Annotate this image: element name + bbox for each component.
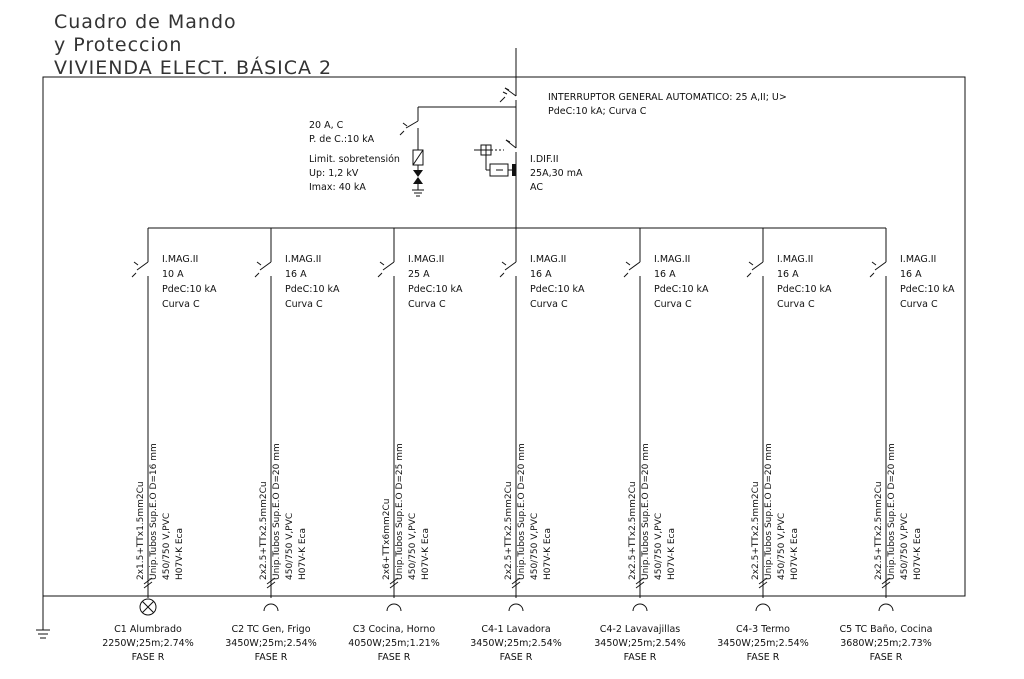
- cable-spec-line: 2x6+TTx6mm2Cu: [382, 498, 392, 580]
- breaker-label: I.MAG.II: [408, 254, 445, 265]
- breaker-label: Curva C: [530, 299, 568, 310]
- cable-spec-line: H07V-K Eca: [421, 527, 431, 580]
- breaker-label: Curva C: [654, 299, 692, 310]
- breaker-symbol: [378, 262, 394, 277]
- breaker-label: Curva C: [285, 299, 323, 310]
- cable-spec: [628, 443, 677, 580]
- socket-icon: [633, 604, 647, 611]
- breaker-symbol: [255, 262, 271, 277]
- breaker-symbol: [500, 262, 516, 277]
- breaker-label: I.MAG.II: [900, 254, 937, 265]
- surge-label-2: Up: 1,2 kV: [309, 168, 359, 179]
- breaker-label: Curva C: [408, 299, 446, 310]
- breaker-label: 16 A: [530, 269, 552, 280]
- breaker-label: 25 A: [408, 269, 430, 280]
- cable-spec-line: 2x1.5+TTx1.5mm2Cu: [136, 481, 146, 580]
- circuit-c3: [348, 228, 463, 663]
- cable-spec-line: Unip.Tubos Sup.E.O D=16 mm: [149, 443, 159, 580]
- circuit-phase: FASE R: [869, 652, 903, 663]
- cable-spec-line: H07V-K Eca: [298, 527, 308, 580]
- breaker-symbol: [624, 262, 640, 277]
- circuit-phase: FASE R: [746, 652, 780, 663]
- cable-spec: [751, 443, 800, 580]
- socket-icon: [387, 604, 401, 611]
- surge-protector-branch: [400, 107, 516, 196]
- circuit-phase: FASE R: [623, 652, 657, 663]
- breaker-symbol: [132, 262, 148, 277]
- breaker-label: 16 A: [900, 269, 922, 280]
- title-line-2: y Proteccion: [54, 34, 183, 56]
- circuit-c4-1: [470, 228, 585, 663]
- differential-label-3: AC: [530, 182, 543, 193]
- circuit-name: C3 Cocina, Horno: [352, 624, 436, 635]
- circuit-name: C2 TC Gen, Frigo: [231, 624, 311, 635]
- diagram-title: [54, 11, 332, 79]
- spark-gap-icon: [413, 170, 423, 177]
- title-line-1: Cuadro de Mando: [54, 11, 237, 33]
- surge-label-1: Limit. sobretensión: [309, 154, 400, 165]
- cable-spec-line: Unip.Tubos Sup.E.O D=20 mm: [272, 443, 282, 580]
- main-breaker-label-2: PdeC:10 kA; Curva C: [548, 106, 647, 117]
- circuit-c2: [225, 228, 340, 663]
- circuit-phase: FASE R: [499, 652, 533, 663]
- breaker-label: PdeC:10 kA: [777, 284, 832, 295]
- breaker-label: I.MAG.II: [162, 254, 199, 265]
- circuit-phase: FASE R: [254, 652, 288, 663]
- socket-icon: [264, 604, 278, 611]
- circuit-data: 3450W;25m;2.54%: [717, 638, 809, 649]
- surge-label-3: Imax: 40 kA: [309, 182, 366, 193]
- circuit-data: 3450W;25m;2.54%: [225, 638, 317, 649]
- differential-switch-symbol: [474, 140, 516, 228]
- cable-spec: [382, 443, 431, 580]
- cable-spec-line: 2x2.5+TTx2.5mm2Cu: [504, 481, 514, 580]
- cable-spec-line: Unip.Tubos Sup.E.O D=20 mm: [517, 443, 527, 580]
- main-breaker-label-1: INTERRUPTOR GENERAL AUTOMATICO: 25 A,II; U>: [548, 92, 787, 103]
- circuit-name: C4-1 Lavadora: [481, 624, 551, 635]
- cable-spec: [259, 443, 308, 580]
- breaker-label: Curva C: [900, 299, 938, 310]
- cable-spec-line: 450/750 V,PVC: [408, 512, 418, 580]
- cable-spec-line: 450/750 V,PVC: [285, 512, 295, 580]
- surge-breaker-label-2: P. de C.:10 kA: [309, 134, 375, 145]
- breaker-symbol: [747, 262, 763, 277]
- breaker-label: 16 A: [285, 269, 307, 280]
- breaker-label: PdeC:10 kA: [162, 284, 217, 295]
- earth-ground-icon: [36, 596, 50, 638]
- breaker-label: 16 A: [654, 269, 676, 280]
- circuits-group: [102, 228, 955, 663]
- circuit-name: C4-3 Termo: [735, 624, 791, 635]
- cable-spec-line: 450/750 V,PVC: [777, 512, 787, 580]
- circuit-data: 4050W;25m;1.21%: [348, 638, 440, 649]
- main-breaker-symbol: [500, 88, 516, 140]
- circuit-name: C5 TC Baño, Cocina: [839, 624, 933, 635]
- circuit-data: 3680W;25m;2.73%: [840, 638, 932, 649]
- cable-spec: [136, 443, 185, 580]
- breaker-label: I.MAG.II: [285, 254, 322, 265]
- lamp-icon: [140, 599, 156, 615]
- socket-icon: [509, 604, 523, 611]
- breaker-symbol: [870, 262, 886, 277]
- cable-spec-line: 450/750 V,PVC: [900, 512, 910, 580]
- differential-label-2: 25A,30 mA: [530, 168, 583, 179]
- socket-icon: [879, 604, 893, 611]
- cable-spec-line: 450/750 V,PVC: [162, 512, 172, 580]
- breaker-label: I.MAG.II: [530, 254, 567, 265]
- cable-spec-line: Unip.Tubos Sup.E.O D=20 mm: [887, 443, 897, 580]
- surge-breaker-label-1: 20 A, C: [309, 120, 344, 131]
- cable-spec: [874, 443, 923, 580]
- breaker-label: PdeC:10 kA: [285, 284, 340, 295]
- cable-spec-line: Unip.Tubos Sup.E.O D=25 mm: [395, 443, 405, 580]
- circuit-data: 3450W;25m;2.54%: [470, 638, 562, 649]
- cable-spec-line: Unip.Tubos Sup.E.O D=20 mm: [641, 443, 651, 580]
- breaker-label: PdeC:10 kA: [654, 284, 709, 295]
- socket-icon: [756, 604, 770, 611]
- circuit-name: C1 Alumbrado: [114, 624, 182, 635]
- cable-spec-line: Unip.Tubos Sup.E.O D=20 mm: [764, 443, 774, 580]
- breaker-label: PdeC:10 kA: [408, 284, 463, 295]
- circuit-c4-2: [594, 228, 709, 663]
- breaker-label: PdeC:10 kA: [530, 284, 585, 295]
- cable-spec-line: H07V-K Eca: [667, 527, 677, 580]
- breaker-label: PdeC:10 kA: [900, 284, 955, 295]
- breaker-label: I.MAG.II: [777, 254, 814, 265]
- cable-spec-line: H07V-K Eca: [913, 527, 923, 580]
- cable-spec: [504, 443, 553, 580]
- cable-spec-line: H07V-K Eca: [790, 527, 800, 580]
- cable-spec-line: 2x2.5+TTx2.5mm2Cu: [259, 481, 269, 580]
- circuit-c5: [840, 228, 956, 663]
- breaker-label: 16 A: [777, 269, 799, 280]
- circuit-name: C4-2 Lavavajillas: [599, 624, 681, 635]
- cable-spec-line: 2x2.5+TTx2.5mm2Cu: [751, 481, 761, 580]
- circuit-c4-3: [717, 228, 832, 663]
- title-line-3: VIVIENDA ELECT. BÁSICA 2: [54, 57, 333, 79]
- cable-spec-line: H07V-K Eca: [175, 527, 185, 580]
- circuit-phase: FASE R: [377, 652, 411, 663]
- breaker-label: I.MAG.II: [654, 254, 691, 265]
- differential-label-1: I.DIF.II: [530, 154, 559, 165]
- circuit-c1: [102, 228, 217, 663]
- circuit-data: 3450W;25m;2.54%: [594, 638, 686, 649]
- circuit-phase: FASE R: [131, 652, 165, 663]
- circuit-data: 2250W;25m;2.74%: [102, 638, 194, 649]
- cable-spec-line: 2x2.5+TTx2.5mm2Cu: [874, 481, 884, 580]
- cable-spec-line: 450/750 V,PVC: [654, 512, 664, 580]
- cable-spec-line: 2x2.5+TTx2.5mm2Cu: [628, 481, 638, 580]
- breaker-label: 10 A: [162, 269, 184, 280]
- breaker-label: Curva C: [777, 299, 815, 310]
- breaker-label: Curva C: [162, 299, 200, 310]
- cable-spec-line: 450/750 V,PVC: [530, 512, 540, 580]
- cable-spec-line: H07V-K Eca: [543, 527, 553, 580]
